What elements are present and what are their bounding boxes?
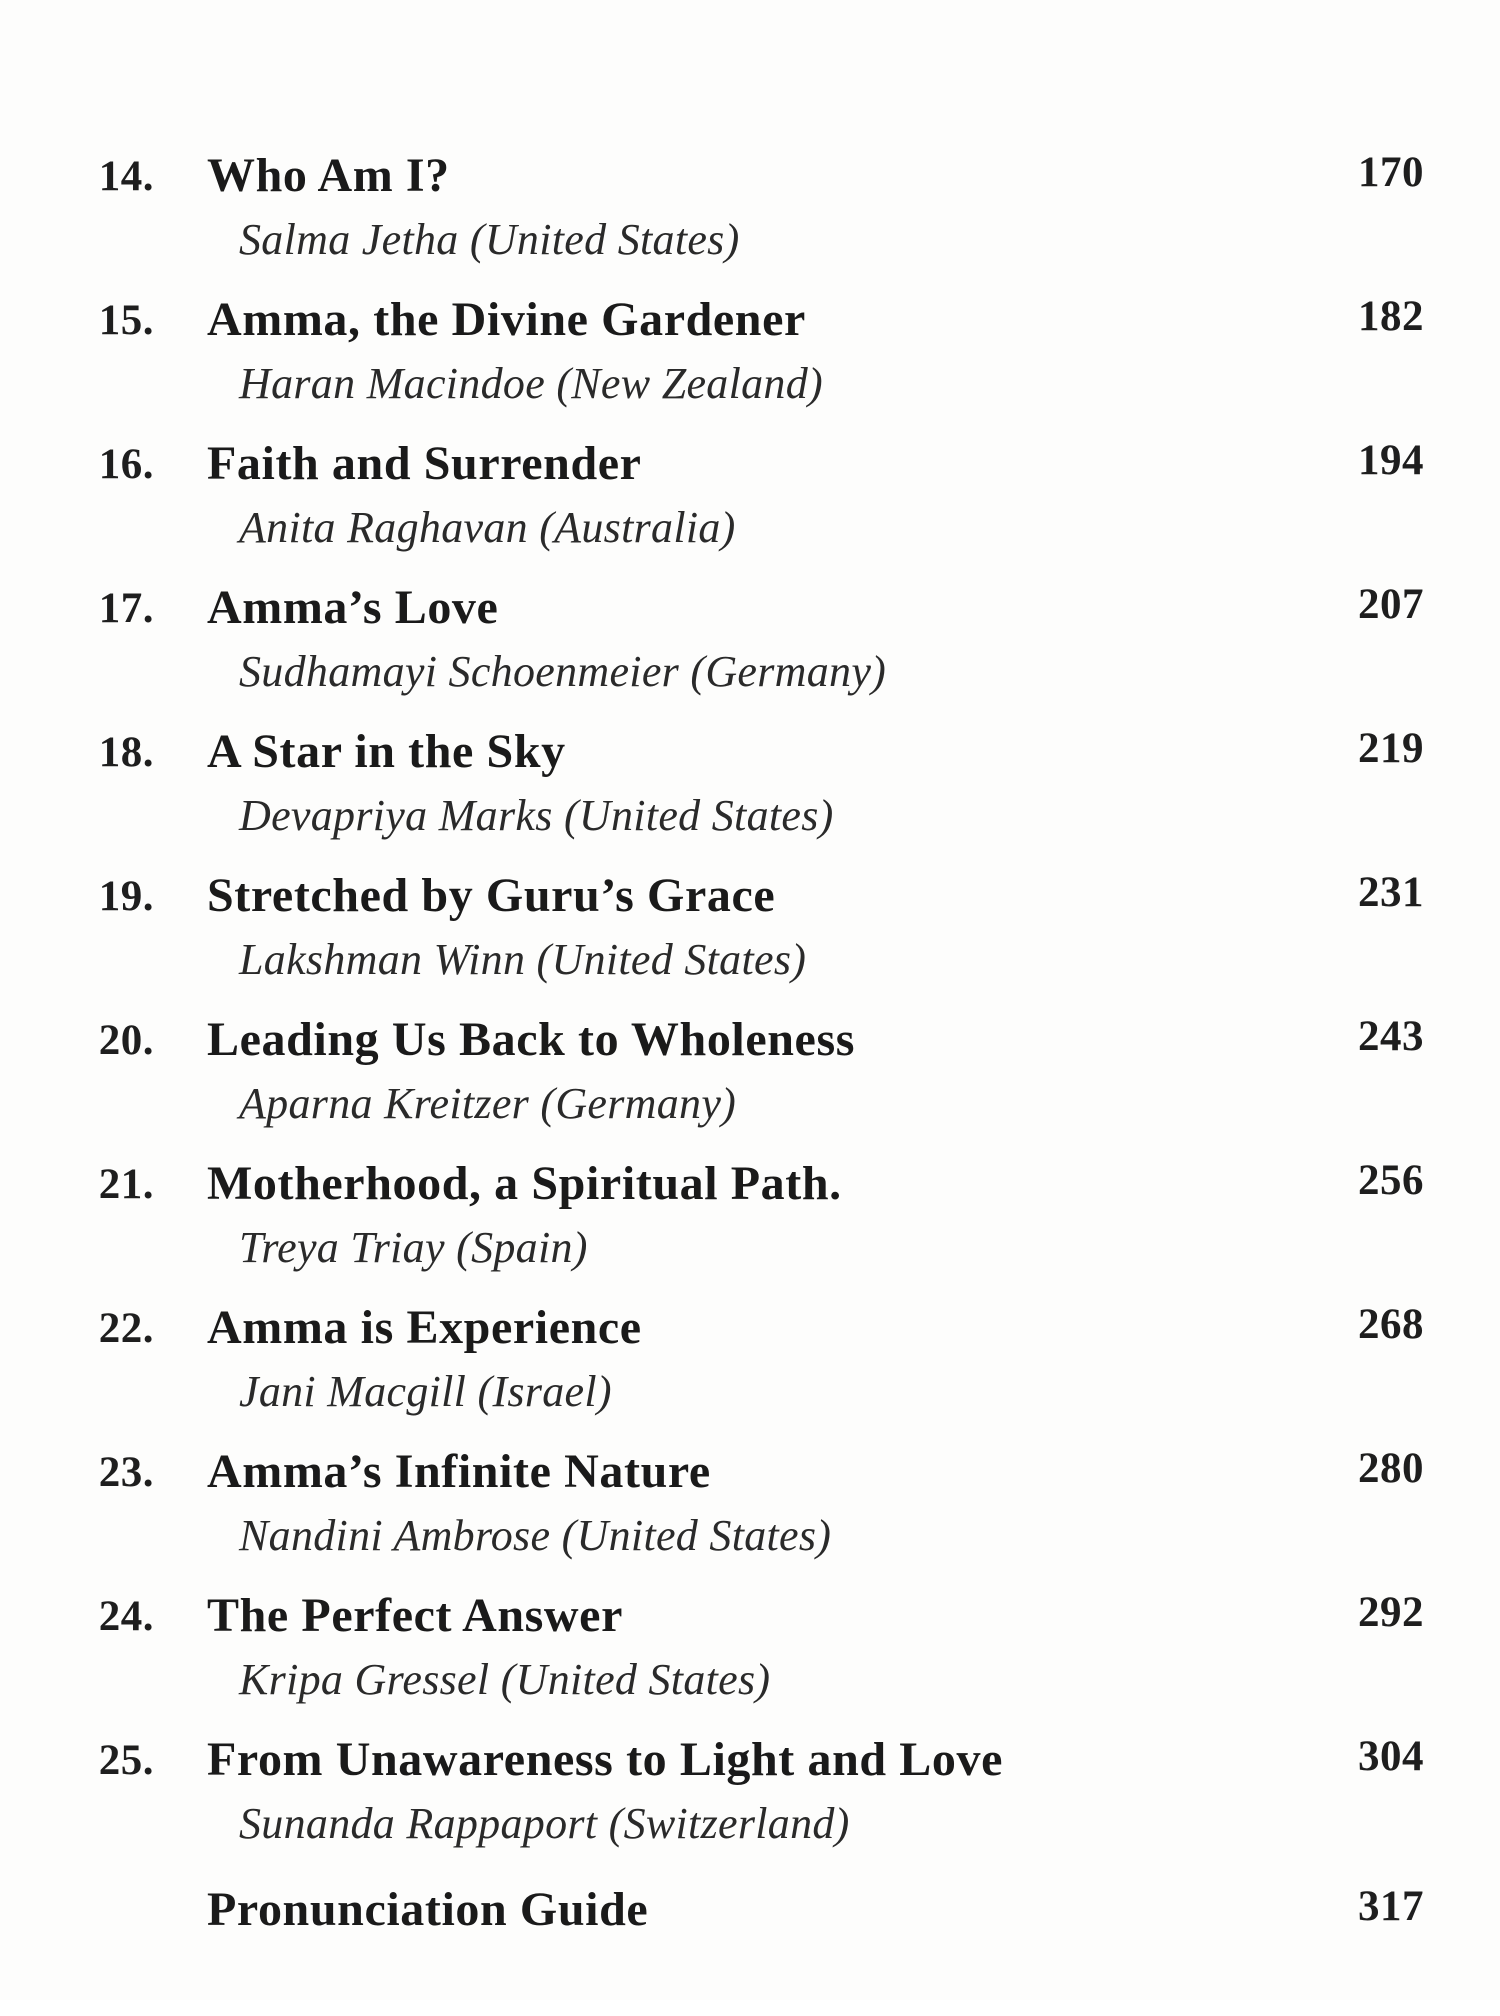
chapter-number: 23. [98,1449,154,1496]
chapter-title: Stretched by Guru’s Grace [207,869,776,922]
chapter-title: Leading Us Back to Wholeness [207,1013,856,1066]
chapter-author: Lakshman Winn (United States) [239,935,807,984]
page-number: 280 [1358,1445,1424,1492]
chapter-number: 16. [98,441,154,488]
chapter-number: 25. [98,1737,154,1784]
page-number: 207 [1358,581,1424,628]
toc-entry [0,1440,1500,1584]
chapter-number: 22. [98,1305,154,1352]
toc-entry [0,1584,1500,1728]
toc-entry [0,288,1500,432]
page-number: 231 [1358,869,1424,916]
chapter-author: Sudhamayi Schoenmeier (Germany) [239,647,887,696]
chapter-title: A Star in the Sky [207,725,566,778]
chapter-title: Amma’s Love [207,581,499,634]
chapter-author: Treya Triay (Spain) [239,1223,588,1272]
chapter-title: Motherhood, a Spiritual Path. [207,1157,842,1210]
page-number: 256 [1358,1157,1424,1204]
chapter-number: 15. [98,297,154,344]
toc-entry [0,144,1500,288]
toc-entry [0,1008,1500,1152]
page-number: 317 [1358,1883,1424,1930]
section-title: Pronunciation Guide [207,1883,649,1936]
page-number: 170 [1358,149,1424,196]
chapter-title: Amma’s Infinite Nature [207,1445,711,1498]
chapter-number: 21. [98,1161,154,1208]
page-number: 268 [1358,1301,1424,1348]
toc-entry [0,432,1500,576]
chapter-author: Salma Jetha (United States) [239,215,740,264]
chapter-number: 19. [98,873,154,920]
toc-entry-pronunciation-guide [0,1872,1500,2016]
chapter-title: Amma, the Divine Gardener [207,293,806,346]
page-number: 194 [1358,437,1424,484]
toc-entry [0,1296,1500,1440]
chapter-number: 14. [98,153,154,200]
chapter-author: Haran Macindoe (New Zealand) [239,359,823,408]
chapter-title: The Perfect Answer [207,1589,623,1642]
chapter-number: 17. [98,585,154,632]
chapter-author: Anita Raghavan (Australia) [239,503,736,552]
toc-entry [0,864,1500,1008]
toc-entry [0,576,1500,720]
chapter-author: Jani Macgill (Israel) [239,1367,612,1416]
chapter-title: From Unawareness to Light and Love [207,1733,1003,1786]
chapter-number: 18. [98,729,154,776]
toc-entry [0,720,1500,864]
chapter-author: Aparna Kreitzer (Germany) [239,1079,737,1128]
page-number: 243 [1358,1013,1424,1060]
page-number: 292 [1358,1589,1424,1636]
chapter-author: Devapriya Marks (United States) [239,791,834,840]
chapter-author: Kripa Gressel (United States) [239,1655,771,1704]
chapter-title: Amma is Experience [207,1301,642,1354]
page-number: 219 [1358,725,1424,772]
toc-entry [0,1152,1500,1296]
table-of-contents [0,144,1500,2016]
chapter-title: Faith and Surrender [207,437,642,490]
chapter-title: Who Am I? [207,149,450,202]
chapter-author: Sunanda Rappaport (Switzerland) [239,1799,850,1848]
chapter-number: 24. [98,1593,154,1640]
page-number: 304 [1358,1733,1424,1780]
chapter-author: Nandini Ambrose (United States) [239,1511,832,1560]
chapter-number: 20. [98,1017,154,1064]
page-number: 182 [1358,293,1424,340]
toc-entry [0,1728,1500,1872]
